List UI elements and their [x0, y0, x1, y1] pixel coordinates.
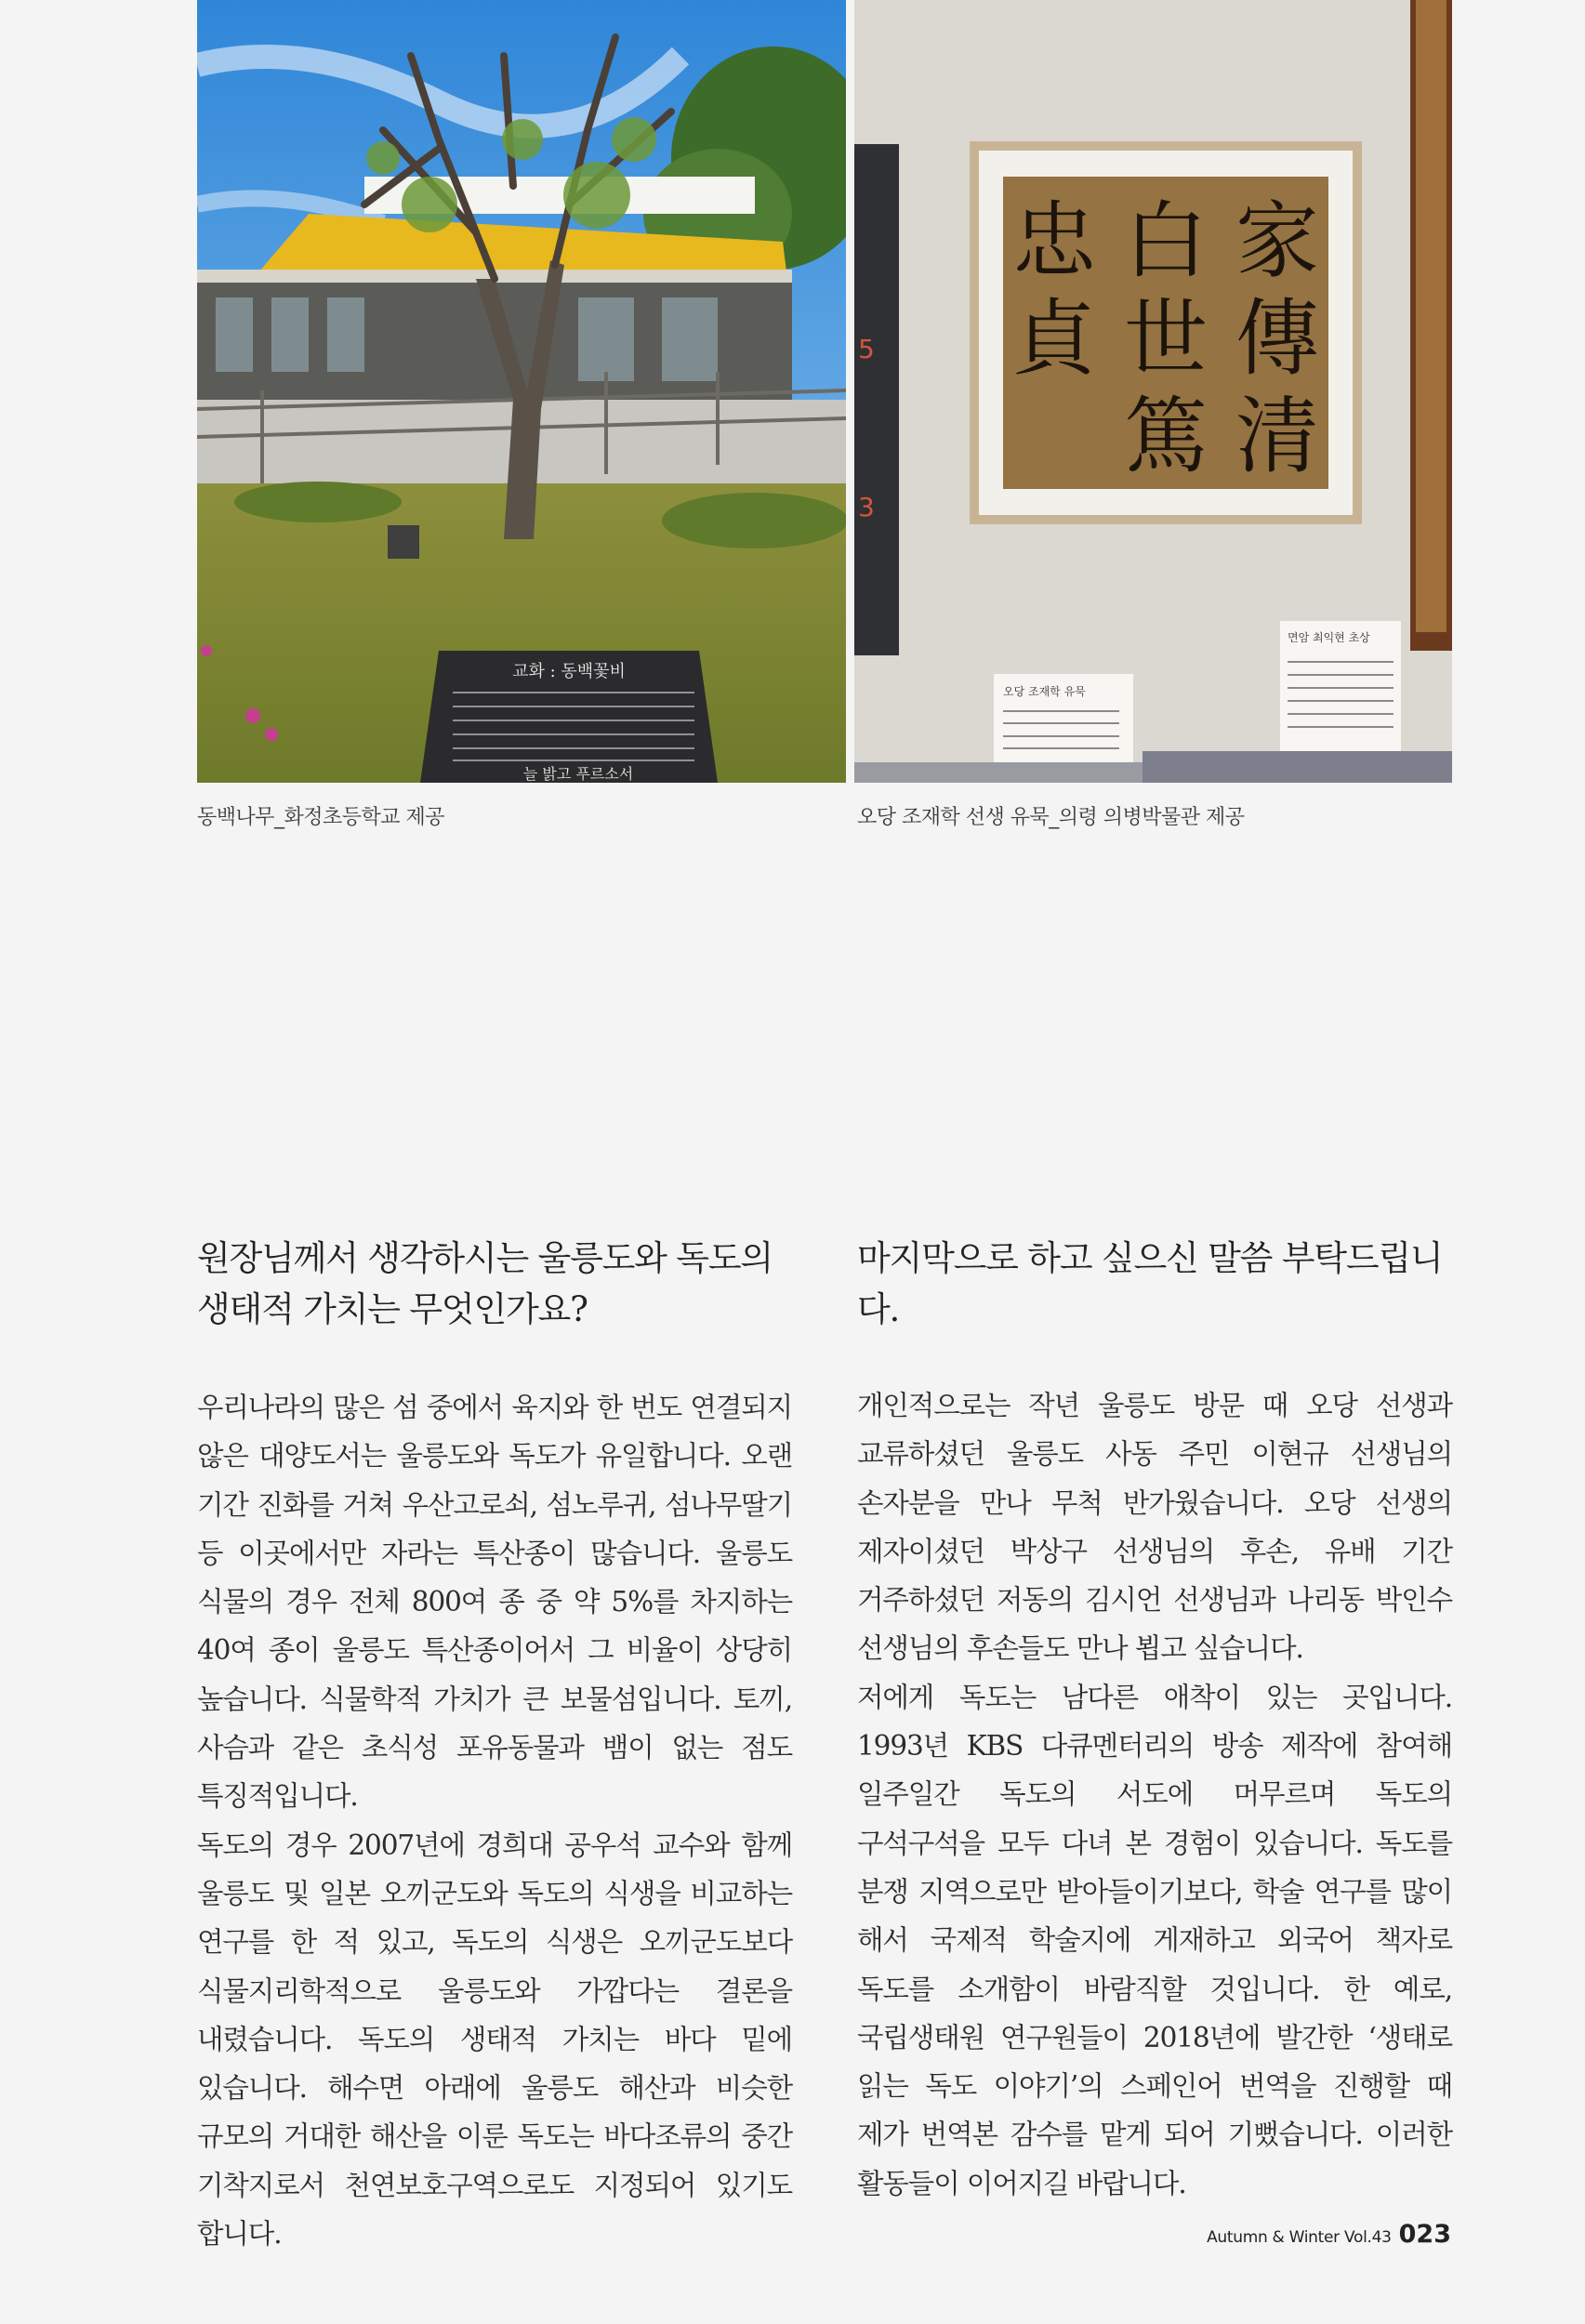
char-2: 白 [1124, 192, 1208, 290]
char-8: 篤 [1124, 388, 1208, 485]
left-column [197, 1233, 792, 2258]
right-question: 마지막으로 하고 싶으신 말씀 부탁드립니다. [857, 1238, 1443, 1329]
label-1-title: 오당 조재학 유묵 [1003, 685, 1086, 698]
camellia-tree-photo [197, 0, 846, 783]
page-footer [1207, 2220, 1451, 2249]
calligraphy-photo [854, 0, 1452, 783]
char-6: 貞 [1012, 290, 1096, 388]
right-paragraph-2: 저에게 독도는 남다른 애착이 있는 곳입니다. 1993년 KBS 다큐멘터리의 방송 제작에 참여해 일주일간 독도의 서도에 머무르며 독도의 구석구석을 모두 다녀 본 경험이 있습니다. 독도를 분쟁 지역으로만 받아들이기보다, 학술 연구를 많이 해서 국제적 학술지에 게재하고 외국어 책자로 독도를 소개함이 바람직할 것입니다. 한 예로, 국립생태원 연구원들이 2018년에 발간한 ‘생태로 읽는 독도 이야기’의 스페인어 번역을 진행할 때 제가 번역본 감수를 맡게 되어 기뻤습니다. 이러한 활동들이 이어지길 바랍니다. [857, 1681, 1452, 2199]
plaque-title: 교화 : 동백꽃비 [512, 662, 626, 681]
label-2-title: 면암 최익현 초상 [1288, 631, 1370, 644]
panel-mark-5: 5 [858, 334, 875, 364]
char-4: 傳 [1235, 290, 1319, 388]
char-3: 忠 [1012, 192, 1096, 290]
char-1: 家 [1235, 192, 1319, 290]
right-paragraph-1: 개인적으로는 작년 울릉도 방문 때 오당 선생과 교류하셨던 울릉도 사동 주민 이현규 선생님의 손자분을 만나 무척 반가웠습니다. 오당 선생의 제자이셨던 박상구 선생님의 후손, 유배 기간 거주하셨던 저동의 김시언 선생님과 나리동 박인수 선생님의 후손들도 만나 뵙고 싶습니다. [857, 1390, 1452, 1665]
panel-mark-3: 3 [858, 492, 875, 522]
left-question: 원장님께서 생각하시는 울릉도와 독도의 생태적 가치는 무엇인가요? [197, 1238, 773, 1329]
char-5: 世 [1124, 290, 1208, 388]
right-column [857, 1233, 1452, 2208]
left-paragraph-2: 독도의 경우 2007년에 경희대 공우석 교수와 함께 울릉도 및 일본 오끼군도와 독도의 식생을 비교하는 연구를 한 적 있고, 독도의 식생은 오끼군도보다 식물지리학적으로 울릉도와 가깝다는 결론을 내렸습니다. 독도의 생태적 가치는 바다 밑에 있습니다. 해수면 아래에 울릉도 해산과 비슷한 규모의 거대한 해산을 이룬 독도는 바다조류의 중간 기착지로서 천연보호구역으로도 지정되어 있기도 합니다. [197, 1829, 792, 2251]
char-7: 清 [1235, 388, 1319, 485]
plaque-footer: 늘 밝고 푸르소서 [522, 765, 634, 783]
left-paragraph-1: 우리나라의 많은 섬 중에서 육지와 한 번도 연결되지 않은 대양도서는 울릉도와 독도가 유일합니다. 오랜 기간 진화를 거쳐 우산고로쇠, 섬노루귀, 섬나무딸기 등 이곳에서만 자라는 특산종이 많습니다. 울릉도 식물의 경우 전체 800여 종 중 약 5%를 차지하는 40여 종이 울릉도 특산종이어서 그 비율이 상당히 높습니다. 식물학적 가치가 큰 보물섬입니다. 토끼, 사슴과 같은 초식성 포유동물과 뱀이 없는 점도 특징적입니다. [197, 1392, 792, 1813]
issue-label: Autumn & Winter Vol.43 [1207, 2228, 1392, 2247]
right-photo-caption: 오당 조재학 선생 유묵_의령 의병박물관 제공 [857, 806, 1245, 829]
left-photo-caption: 동백나무_화정초등학교 제공 [197, 806, 445, 829]
page-number: 023 [1398, 2220, 1451, 2249]
